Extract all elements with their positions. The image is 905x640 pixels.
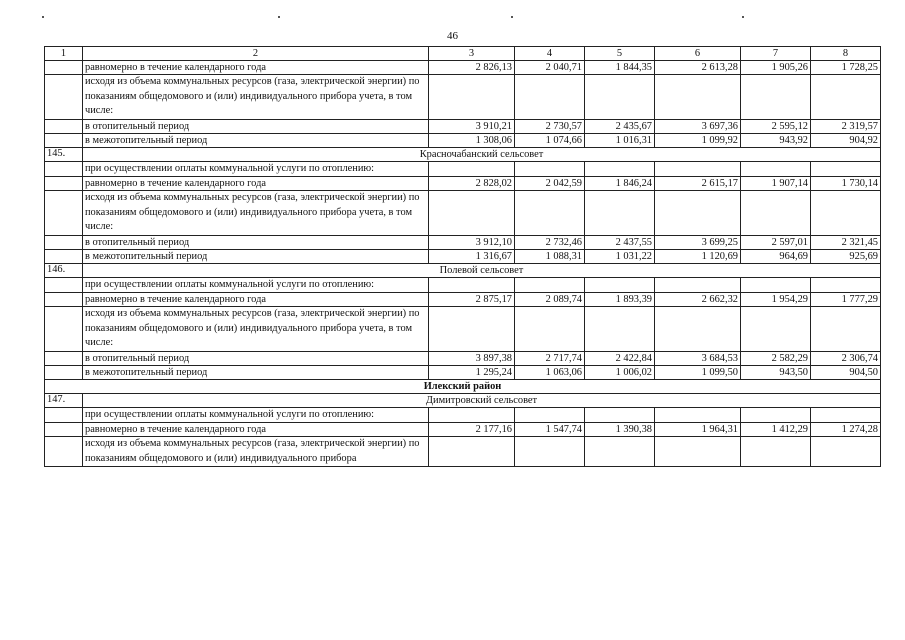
row-index	[45, 133, 83, 147]
value-cell	[655, 277, 741, 293]
value-cell	[429, 277, 515, 293]
column-number-cell: 6	[655, 47, 741, 61]
column-number-cell: 3	[429, 47, 515, 61]
row-index	[45, 307, 83, 352]
subheading-row	[45, 161, 881, 177]
value-cell: 1 316,67	[429, 249, 515, 263]
region-heading-row	[45, 379, 881, 393]
value-cell: 1 031,22	[585, 249, 655, 263]
value-cell	[655, 161, 741, 177]
settlement-heading-row	[45, 393, 881, 407]
value-cell: 1 964,31	[655, 423, 741, 437]
value-cell: 2 437,55	[585, 235, 655, 249]
value-cell: 925,69	[811, 249, 881, 263]
column-number-cell: 1	[45, 47, 83, 61]
table-body	[45, 61, 881, 467]
table-row	[45, 177, 881, 191]
row-index	[45, 235, 83, 249]
value-cell	[811, 307, 881, 352]
value-cell	[741, 191, 811, 236]
row-description: при осуществлении оплаты коммунальной услуги по отоплению:	[83, 277, 429, 293]
row-description: при осуществлении оплаты коммунальной услуги по отоплению:	[83, 161, 429, 177]
table-row	[45, 249, 881, 263]
value-cell	[811, 191, 881, 236]
value-cell	[585, 437, 655, 467]
value-cell: 1 099,50	[655, 365, 741, 379]
row-description: в межотопительный период	[83, 133, 429, 147]
value-cell	[655, 437, 741, 467]
row-description: исходя из объема коммунальных ресурсов (газа, электрической энергии) по показаниям общедомового и (или) индивидуального прибора учета, в том числе:	[83, 75, 429, 120]
value-cell: 3 912,10	[429, 235, 515, 249]
column-number-cell: 4	[515, 47, 585, 61]
value-cell: 1 844,35	[585, 61, 655, 75]
settlement-heading-row	[45, 147, 881, 161]
value-cell: 2 613,28	[655, 61, 741, 75]
row-index: 145.	[45, 147, 83, 161]
value-cell	[811, 437, 881, 467]
value-cell: 1 295,24	[429, 365, 515, 379]
value-cell	[585, 191, 655, 236]
row-description: равномерно в течение календарного года	[83, 423, 429, 437]
value-cell: 1 063,06	[515, 365, 585, 379]
value-cell	[585, 307, 655, 352]
value-cell: 1 907,14	[741, 177, 811, 191]
value-cell: 2 828,02	[429, 177, 515, 191]
settlement-title: Красночабанский сельсовет	[83, 147, 881, 161]
value-cell	[585, 277, 655, 293]
value-cell: 3 897,38	[429, 351, 515, 365]
value-cell: 2 717,74	[515, 351, 585, 365]
value-cell	[811, 75, 881, 120]
value-cell: 2 319,57	[811, 119, 881, 133]
value-cell	[741, 277, 811, 293]
row-index: 146.	[45, 263, 83, 277]
value-cell	[585, 75, 655, 120]
table-row	[45, 365, 881, 379]
value-cell: 2 662,32	[655, 293, 741, 307]
value-cell: 2 040,71	[515, 61, 585, 75]
value-cell: 2 730,57	[515, 119, 585, 133]
column-number-cell: 5	[585, 47, 655, 61]
row-index	[45, 365, 83, 379]
value-cell: 2 177,16	[429, 423, 515, 437]
row-index	[45, 423, 83, 437]
value-cell: 2 422,84	[585, 351, 655, 365]
value-cell: 1 893,39	[585, 293, 655, 307]
value-cell: 1 846,24	[585, 177, 655, 191]
value-cell	[655, 307, 741, 352]
value-cell: 1 274,28	[811, 423, 881, 437]
value-cell: 1 905,26	[741, 61, 811, 75]
value-cell: 1 099,92	[655, 133, 741, 147]
subheading-row	[45, 75, 881, 120]
value-cell: 3 697,36	[655, 119, 741, 133]
value-cell: 2 595,12	[741, 119, 811, 133]
value-cell: 2 826,13	[429, 61, 515, 75]
value-cell	[515, 437, 585, 467]
row-description: равномерно в течение календарного года	[83, 177, 429, 191]
row-description: в межотопительный период	[83, 249, 429, 263]
row-index	[45, 437, 83, 467]
value-cell: 2 732,46	[515, 235, 585, 249]
value-cell: 2 042,59	[515, 177, 585, 191]
table-row	[45, 423, 881, 437]
row-index	[45, 75, 83, 120]
value-cell: 1 777,29	[811, 293, 881, 307]
value-cell	[655, 407, 741, 423]
value-cell: 1 120,69	[655, 249, 741, 263]
region-title: Илекский район	[45, 379, 881, 393]
subheading-row	[45, 437, 881, 467]
page-number: 46	[447, 30, 458, 42]
column-number-cell: 8	[811, 47, 881, 61]
value-cell	[741, 437, 811, 467]
value-cell	[429, 437, 515, 467]
value-cell	[429, 407, 515, 423]
value-cell	[811, 407, 881, 423]
scan-mark	[511, 16, 513, 18]
subheading-row	[45, 191, 881, 236]
value-cell: 3 684,53	[655, 351, 741, 365]
value-cell: 2 875,17	[429, 293, 515, 307]
row-index	[45, 161, 83, 177]
row-index	[45, 177, 83, 191]
row-description: в отопительный период	[83, 235, 429, 249]
value-cell: 2 089,74	[515, 293, 585, 307]
value-cell: 1 088,31	[515, 249, 585, 263]
subheading-row	[45, 407, 881, 423]
table-row	[45, 133, 881, 147]
value-cell: 1 547,74	[515, 423, 585, 437]
value-cell	[811, 277, 881, 293]
value-cell	[515, 191, 585, 236]
value-cell	[811, 161, 881, 177]
value-cell: 1 006,02	[585, 365, 655, 379]
value-cell	[741, 407, 811, 423]
column-number-cell: 7	[741, 47, 811, 61]
value-cell	[741, 75, 811, 120]
value-cell: 1 954,29	[741, 293, 811, 307]
value-cell: 2 321,45	[811, 235, 881, 249]
table-row	[45, 351, 881, 365]
value-cell: 2 435,67	[585, 119, 655, 133]
tariff-table	[44, 46, 881, 467]
value-cell	[515, 307, 585, 352]
row-description: равномерно в течение календарного года	[83, 61, 429, 75]
value-cell: 1 728,25	[811, 61, 881, 75]
value-cell: 1 730,14	[811, 177, 881, 191]
value-cell	[585, 161, 655, 177]
value-cell	[655, 191, 741, 236]
row-description: исходя из объема коммунальных ресурсов (газа, электрической энергии) по показаниям общедомового и (или) индивидуального прибора учета, в том числе:	[83, 307, 429, 352]
value-cell: 1 412,29	[741, 423, 811, 437]
row-description: исходя из объема коммунальных ресурсов (газа, электрической энергии) по показаниям общедомового и (или) индивидуального прибора	[83, 437, 429, 467]
scan-mark	[742, 16, 744, 18]
settlement-heading-row	[45, 263, 881, 277]
value-cell: 904,50	[811, 365, 881, 379]
row-index	[45, 293, 83, 307]
value-cell	[429, 75, 515, 120]
value-cell: 943,50	[741, 365, 811, 379]
column-number-row	[45, 47, 881, 61]
row-description: в отопительный период	[83, 119, 429, 133]
value-cell	[429, 161, 515, 177]
row-index	[45, 191, 83, 236]
value-cell	[585, 407, 655, 423]
scan-mark	[42, 16, 44, 18]
row-description: при осуществлении оплаты коммунальной услуги по отоплению:	[83, 407, 429, 423]
value-cell: 1 074,66	[515, 133, 585, 147]
column-number-cell: 2	[83, 47, 429, 61]
value-cell: 3 699,25	[655, 235, 741, 249]
row-description: равномерно в течение календарного года	[83, 293, 429, 307]
value-cell	[655, 75, 741, 120]
row-index: 147.	[45, 393, 83, 407]
row-index	[45, 119, 83, 133]
value-cell: 2 597,01	[741, 235, 811, 249]
subheading-row	[45, 277, 881, 293]
row-index	[45, 277, 83, 293]
value-cell: 2 306,74	[811, 351, 881, 365]
row-index	[45, 351, 83, 365]
table-row	[45, 235, 881, 249]
row-description: в межотопительный период	[83, 365, 429, 379]
value-cell	[429, 307, 515, 352]
value-cell	[515, 75, 585, 120]
table-row	[45, 293, 881, 307]
row-description: в отопительный период	[83, 351, 429, 365]
value-cell: 3 910,21	[429, 119, 515, 133]
table-row	[45, 61, 881, 75]
value-cell: 1 390,38	[585, 423, 655, 437]
value-cell: 2 582,29	[741, 351, 811, 365]
value-cell	[515, 277, 585, 293]
row-description: исходя из объема коммунальных ресурсов (газа, электрической энергии) по показаниям общедомового и (или) индивидуального прибора учета, в том числе:	[83, 191, 429, 236]
value-cell: 943,92	[741, 133, 811, 147]
settlement-title: Полевой сельсовет	[83, 263, 881, 277]
value-cell: 904,92	[811, 133, 881, 147]
value-cell	[741, 307, 811, 352]
value-cell	[515, 161, 585, 177]
value-cell: 2 615,17	[655, 177, 741, 191]
value-cell	[741, 161, 811, 177]
value-cell: 1 016,31	[585, 133, 655, 147]
scan-mark	[278, 16, 280, 18]
value-cell: 964,69	[741, 249, 811, 263]
settlement-title: Димитровский сельсовет	[83, 393, 881, 407]
value-cell: 1 308,06	[429, 133, 515, 147]
row-index	[45, 407, 83, 423]
row-index	[45, 61, 83, 75]
subheading-row	[45, 307, 881, 352]
row-index	[45, 249, 83, 263]
table-row	[45, 119, 881, 133]
value-cell	[429, 191, 515, 236]
value-cell	[515, 407, 585, 423]
